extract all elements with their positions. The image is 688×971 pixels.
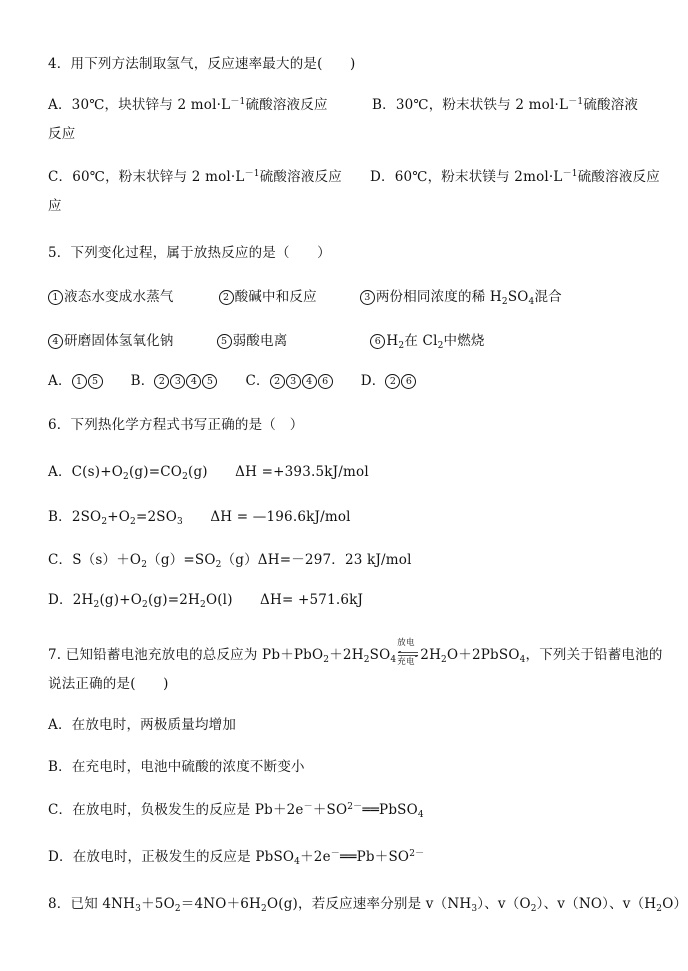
reversible-arrow: 放电 充电 <box>397 649 419 663</box>
circled-number-5: 5 <box>217 334 232 349</box>
q5-items-row1: 1 液态水变成水蒸气 2 酸碱中和反应 3 两份相同浓度的稀 $H_2SO_4$混合 <box>48 285 562 307</box>
q4-option-b: B．30℃，粉末状铁与 2 $mol\cdot L^{-1}$硫酸溶液 <box>372 97 639 113</box>
q4-option-d-wrap: 应 <box>48 198 62 214</box>
q4-stem: 4．用下列方法制取氢气，反应速率最大的是( ) <box>48 56 356 72</box>
q6-option-c: C．$S(s)+O_2(g)=SO_2(g)\Delta H=-297$．23 kJ/mol <box>48 552 412 570</box>
q4-option-d: D．60℃，粉末状镁与 $2mol\cdot L^{-1}$硫酸溶液反应 <box>370 169 660 185</box>
circled-number-6: 6 <box>370 334 385 349</box>
q5-options: A． 1 5 B． 2 3 4 5 C． 2 3 4 6 D． 2 6 <box>48 369 417 389</box>
q7-stem: 7. 已知铅蓄电池充放电的总反应为 $Pb+PbO_2+2H_2SO_4$ 放电 充电 $2H_2O+2PbSO_4$，下列关于铅蓄电池的 <box>48 637 663 667</box>
q6-option-a: A．$C(s)+O_2(g)=CO_2(g)$ ΔH =+393.5kJ/mol <box>48 464 369 482</box>
q7-option-b: B．在充电时，电池中硫酸的浓度不断变小 <box>48 759 305 775</box>
q6-option-d: D．$2H_2(g)+O_2(g)=2H_2O(l)$ ΔH= +571.6kJ <box>48 592 364 610</box>
q4-option-a: A．30℃，块状锌与 2 $mol\cdot L^{-1}$硫酸溶液反应 <box>48 97 328 113</box>
q7-option-d: D．在放电时，正极发生的反应是 $PbSO_4+2e^-══Pb+SO^{2-}$ <box>48 849 425 867</box>
q4-option-b-wrap: 反应 <box>48 126 76 142</box>
q4-option-c: C．60℃，粉末状锌与 2 $mol\cdot L^{-1}$硫酸溶液反应 <box>48 169 342 185</box>
q6-stem: 6．下列热化学方程式书写正确的是（ ） <box>48 417 304 433</box>
circled-number-1: 1 <box>48 290 63 305</box>
circled-number-3: 3 <box>360 290 375 305</box>
q5-items-row2: 4 研磨固体氢氧化钠 5 弱酸电离 6 $H_2$在 $Cl_2$中燃烧 <box>48 329 485 351</box>
q5-stem: 5．下列变化过程，属于放热反应的是（ ） <box>48 245 331 261</box>
q7-stem-wrap: 说法正确的是( ) <box>48 676 169 692</box>
q7-option-a: A．在放电时，两极质量均增加 <box>48 717 237 733</box>
q8-stem: 8．已知 $4NH_3+5O_2=4NO+6H_2O(g)$，若反应速率分别是 $v(NH_3)$、$v(O_2)$、v（NO）、$v(H_2O)$ <box>48 896 688 914</box>
q6-option-b: B．$2SO_2+O_2=2SO_3$ ΔH = —196.6kJ/mol <box>48 509 351 527</box>
circled-number-4: 4 <box>48 334 63 349</box>
circled-number-2: 2 <box>219 290 234 305</box>
q7-option-c: C．在放电时，负极发生的反应是 $Pb+2e^-+SO^{2-}══PbSO_4$ <box>48 802 424 820</box>
